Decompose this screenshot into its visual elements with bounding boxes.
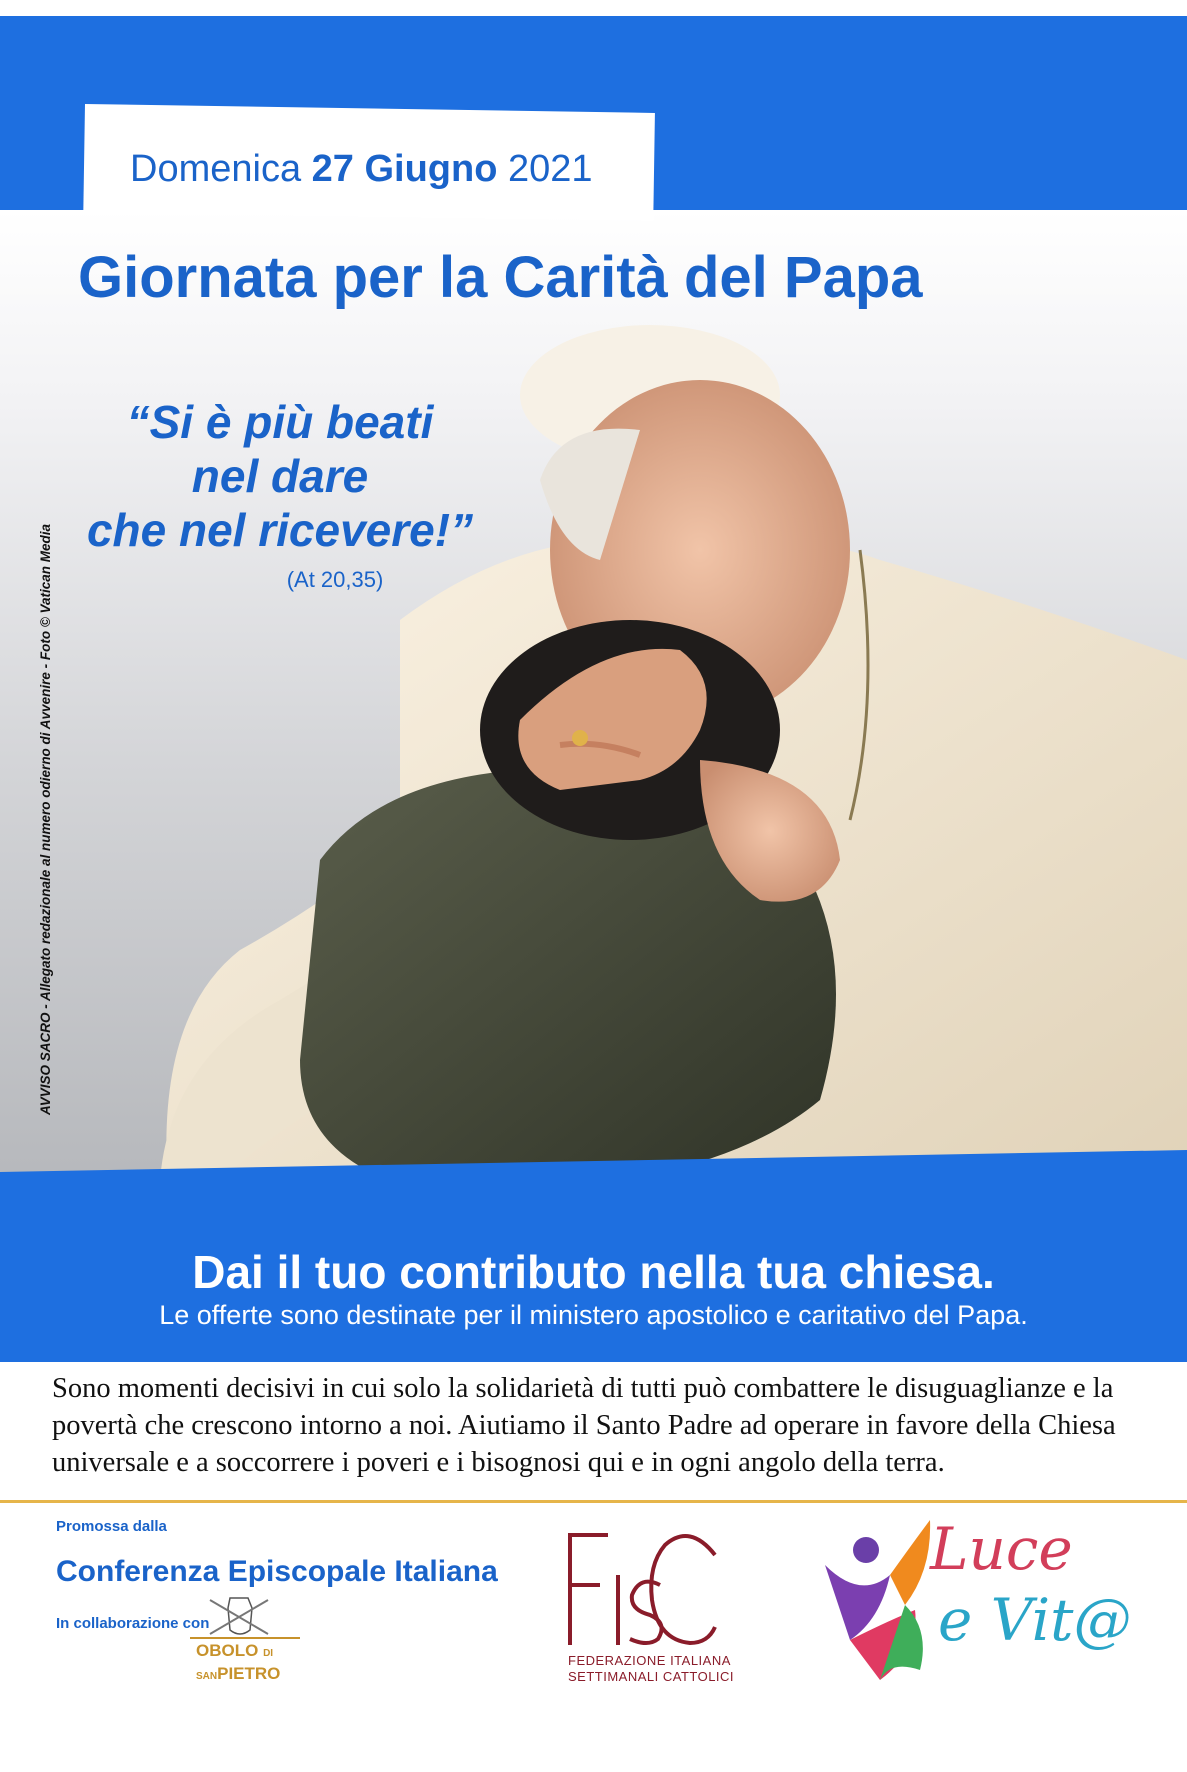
quote-line-3: che nel ricevere!” (86, 504, 474, 556)
fisc-logo-icon (560, 1515, 720, 1655)
date-day-month: 27 Giugno (311, 148, 498, 190)
luce-word: Luce (930, 1515, 1073, 1583)
quote-line-2: nel dare (191, 450, 369, 502)
page-title: Giornata per la Carità del Papa (78, 245, 923, 310)
fisc-caption (568, 1653, 734, 1685)
obolo-di: DI (263, 1648, 274, 1659)
event-date (130, 148, 593, 191)
quote-line-1: “Si è più beati (126, 396, 434, 448)
fisc-caption-line-1: FEDERAZIONE ITALIANA (568, 1653, 731, 1668)
obolo-pietro: PIETRO (217, 1664, 281, 1683)
scripture-quote (60, 395, 500, 557)
body-paragraph: Sono momenti decisivi in cui solo la solidarietà di tutti può combattere le disuguaglianze e la povertà che crescono intorno a noi. Aiutiamo il Santo Padre ad operare in favore della Chiesa universale e a soccorrere i poveri e i bisognosi qui e in ogni angolo della terra. (52, 1373, 1116, 1478)
date-weekday: Domenica (130, 148, 302, 190)
collaboration-label: In collaborazione con (56, 1615, 210, 1632)
quote-reference: (At 20,35) (286, 567, 384, 592)
obolo-san: SAN (196, 1671, 218, 1682)
organization-name: Conferenza Episcopale Italiana (56, 1555, 498, 1588)
footer-divider (0, 1500, 1187, 1503)
call-to-action-title: Dai il tuo contributo nella tua chiesa. (192, 1246, 995, 1298)
call-to-action-subtitle: Le offerte sono destinate per il ministero apostolico e caritativo del Papa. (159, 1300, 1028, 1330)
obolo-logo-text (196, 1641, 280, 1687)
promoted-by-label: Promossa dalla (56, 1518, 167, 1535)
date-year: 2021 (508, 148, 593, 190)
photo-credit-note: AVVISO SACRO - Allegato redazionale al numero odierno di Avvenire - Foto © Vatican Media (38, 523, 53, 1115)
e-vita-word: e Vit@ (938, 1586, 1132, 1654)
obolo-word: OBOLO (196, 1641, 259, 1660)
fisc-caption-line-2: SETTIMANALI CATTOLICI (568, 1669, 735, 1684)
